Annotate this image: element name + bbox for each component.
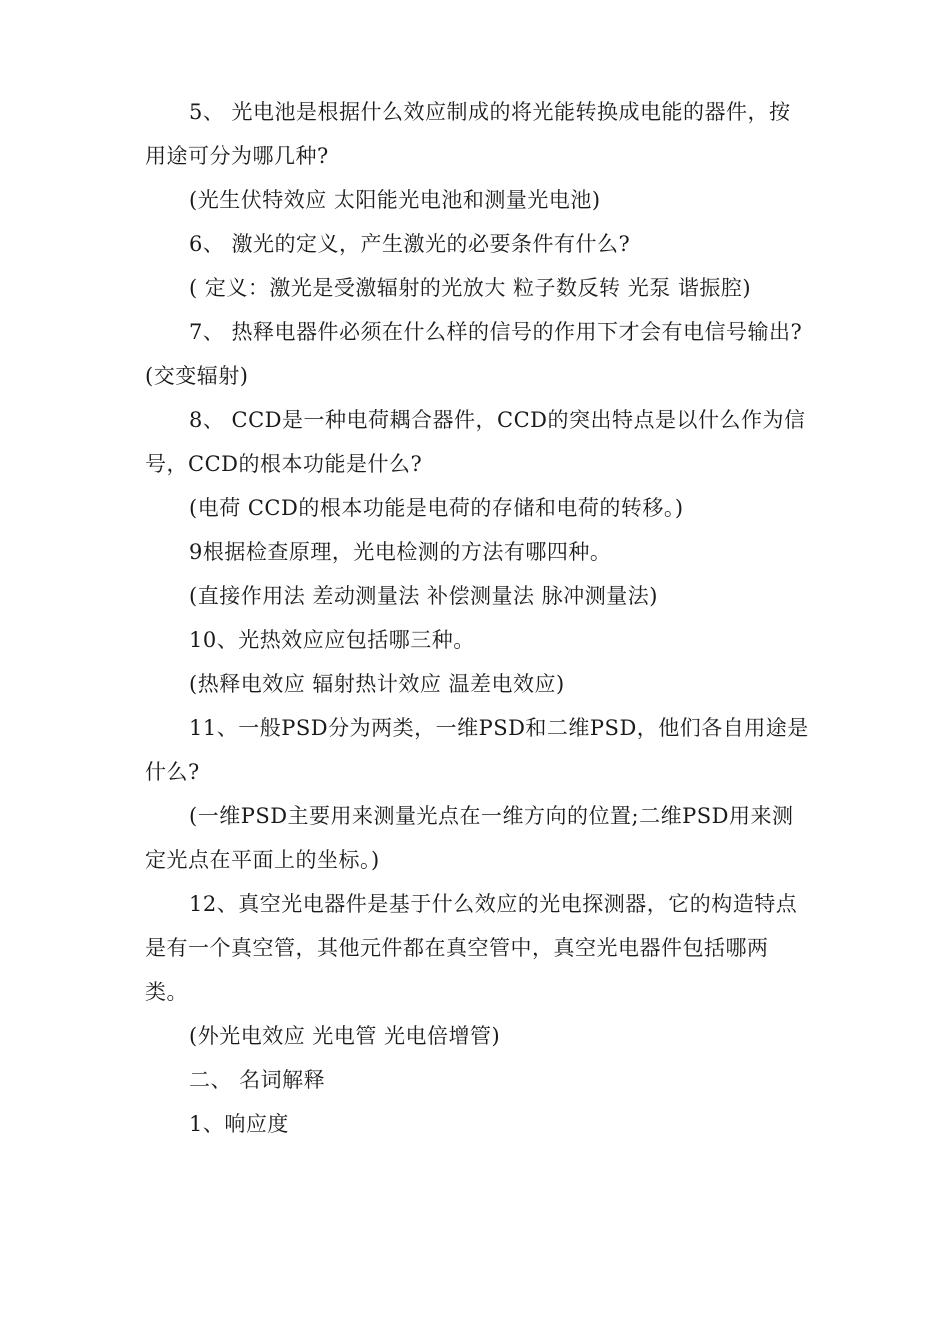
- question-11: 11、一般PSD分为两类，一维PSD和二维PSD，他们各自用途是什么?: [145, 716, 809, 784]
- question-6: 6、 激光的定义，产生激光的必要条件有什么?: [189, 232, 631, 256]
- document-body: [145, 90, 810, 1146]
- question-9: 9根据检查原理，光电检测的方法有哪四种。: [189, 540, 612, 564]
- answer-8: (电荷 CCD的根本功能是电荷的存储和电荷的转移。): [189, 496, 684, 520]
- section-heading: 二、 名词解释: [189, 1068, 326, 1092]
- answer-12: (外光电效应 光电管 光电倍增管): [189, 1024, 501, 1048]
- answer-11: (一维PSD主要用来测量光点在一维方向的位置;二维PSD用来测定光点在平面上的坐标。): [145, 804, 794, 872]
- question-10: 10、光热效应应包括哪三种。: [189, 628, 475, 652]
- answer-10: (热释电效应 辐射热计效应 温差电效应): [189, 672, 565, 696]
- question-5: 5、 光电池是根据什么效应制成的将光能转换成电能的器件，按用途可分为哪几种?: [145, 100, 791, 168]
- answer-6: ( 定义：激光是受激辐射的光放大 粒子数反转 光泵 谐振腔): [189, 276, 752, 300]
- question-8: 8、 CCD是一种电荷耦合器件，CCD的突出特点是以什么作为信号，CCD的根本功能是什么?: [145, 408, 806, 476]
- answer-5: (光生伏特效应 太阳能光电池和测量光电池): [189, 188, 601, 212]
- question-12: 12、真空光电器件是基于什么效应的光电探测器，它的构造特点是有一个真空管，其他元件都在真空管中，真空光电器件包括哪两类。: [145, 892, 798, 1004]
- question-7: 7、 热释电器件必须在什么样的信号的作用下才会有电信号输出?(交变辐射): [145, 320, 803, 388]
- answer-9: (直接作用法 差动测量法 补偿测量法 脉冲测量法): [189, 584, 658, 608]
- term-1: 1、响应度: [189, 1112, 289, 1136]
